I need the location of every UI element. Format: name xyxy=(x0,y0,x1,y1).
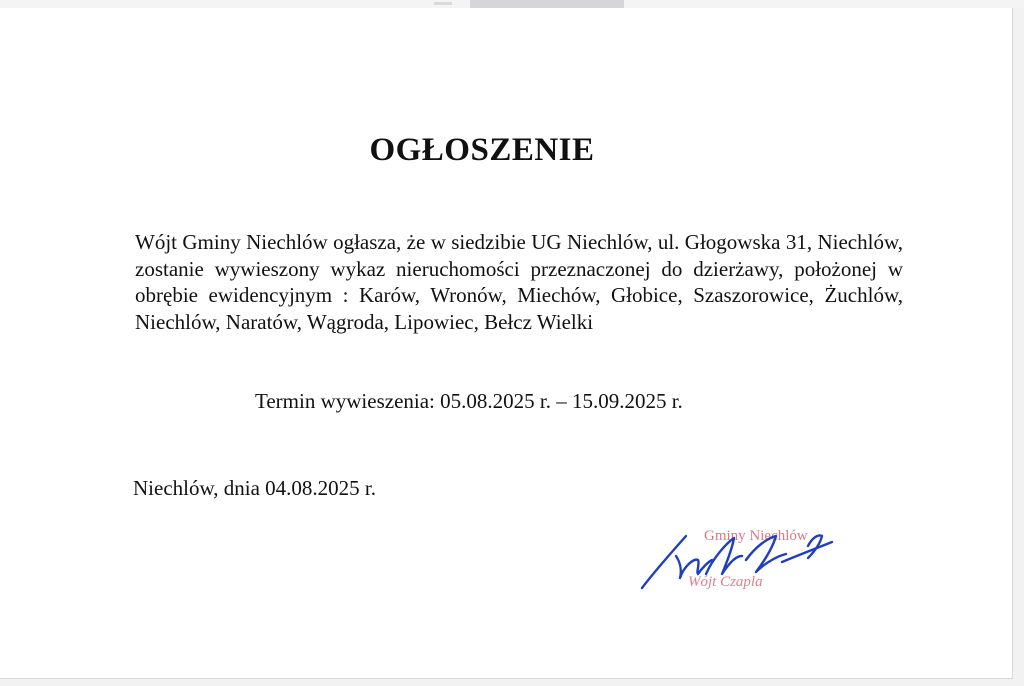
viewer-top-strip xyxy=(0,0,1024,8)
stamp-text-line2: Wójt Czapla xyxy=(688,574,763,590)
document-page xyxy=(0,8,1013,679)
signature-stamp xyxy=(636,516,846,596)
stamp-text-line1: Gminy Niechlów xyxy=(704,528,808,544)
viewer-tab-hint xyxy=(470,0,624,8)
signature-image xyxy=(636,516,846,596)
viewer-toolbar-hint xyxy=(434,2,452,5)
posting-term: Termin wywieszenia: 05.08.2025 r. – 15.09.2025 r. xyxy=(255,389,683,413)
announcement-body: Wójt Gminy Niechlów ogłasza, że w siedzibie UG Niechlów, ul. Głogowska 31, Niechlów, zostanie wywieszony wykaz nieruchomości przeznaczonej do dzierżawy, położonej w obrębie ewidencyjnym : Karów, Wronów, Miechów, Głobice, Szaszorowice, Żuchlów, Niechlów, Naratów, Wągroda, Lipowiec, Bełcz Wielki xyxy=(135,230,903,334)
document-title: OGŁOSZENIE xyxy=(369,132,595,168)
place-and-date: Niechlów, dnia 04.08.2025 r. xyxy=(133,476,377,500)
